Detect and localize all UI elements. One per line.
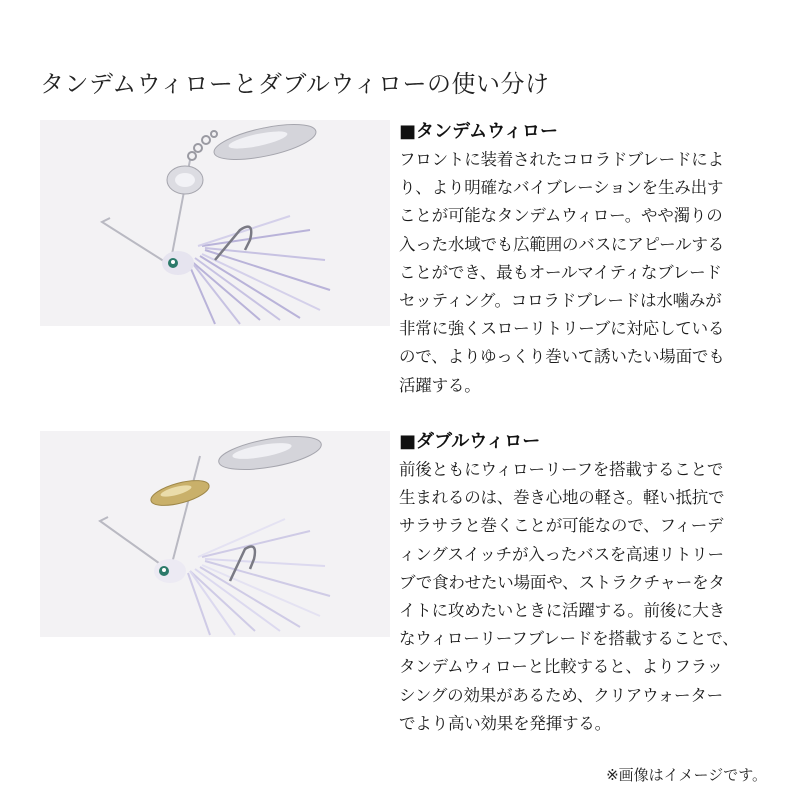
body-text-line: タンデムウィローと比較すると、よりフラッ xyxy=(399,657,723,677)
body-text-line: フロントに装着されたコロラドブレードによ xyxy=(399,150,724,169)
body-text-line: ことが可能なタンデムウィロー。やや濁りの xyxy=(399,206,723,226)
body-text-line: イトに攻めたいときに活躍する。前後に大き xyxy=(399,601,725,621)
page-title: タンデムウィローとダブルウィローの使い分け xyxy=(40,70,550,98)
body-text-line: サラサラと巻くことが可能なので、フィーデ xyxy=(399,516,724,536)
double-willow-section xyxy=(399,428,771,738)
body-text-line: ので、よりゆっくり巻いて誘いたい場面でも xyxy=(399,347,725,367)
tandem-willow-section xyxy=(399,118,771,400)
body-text-line: 活躍する。 xyxy=(399,375,481,395)
spinnerbait-illustration xyxy=(40,431,390,637)
section-heading: ■ダブルウィロー xyxy=(399,431,541,452)
spinnerbait-illustration xyxy=(40,120,390,326)
body-text-line: ィングスイッチが入ったバスを高速リトリー xyxy=(399,544,724,564)
image-disclaimer-note: ※画像はイメージです。 xyxy=(606,766,767,784)
body-text-line: り、より明確なバイブレーションを生み出す xyxy=(399,178,724,198)
body-text-line: なウィローリーフブレードを搭載することで、 xyxy=(399,629,739,649)
body-text-line: シングの効果があるため、クリアウォーター xyxy=(399,685,723,705)
body-text-line: 非常に強くスローリトリーブに対応している xyxy=(399,319,725,339)
section-heading: ■タンデムウィロー xyxy=(399,121,559,142)
body-text-line: セッティング。コロラドブレードは水噛みが xyxy=(399,291,722,311)
double-willow-image xyxy=(40,431,390,637)
body-text-line: 入った水域でも広範囲のバスにアピールする xyxy=(399,234,725,254)
body-text-line: ことができ、最もオールマイティなブレード xyxy=(399,262,722,282)
body-text-line: 前後ともにウィローリーフを搭載することで xyxy=(399,460,724,479)
tandem-willow-image xyxy=(40,120,390,326)
body-text-line: 生まれるのは、巻き心地の軽さ。軽い抵抗で xyxy=(399,488,725,508)
body-text-line: ブで食わせたい場面や、ストラクチャーをタ xyxy=(399,572,725,592)
body-text-line: でより高い効果を発揮する。 xyxy=(399,713,611,733)
